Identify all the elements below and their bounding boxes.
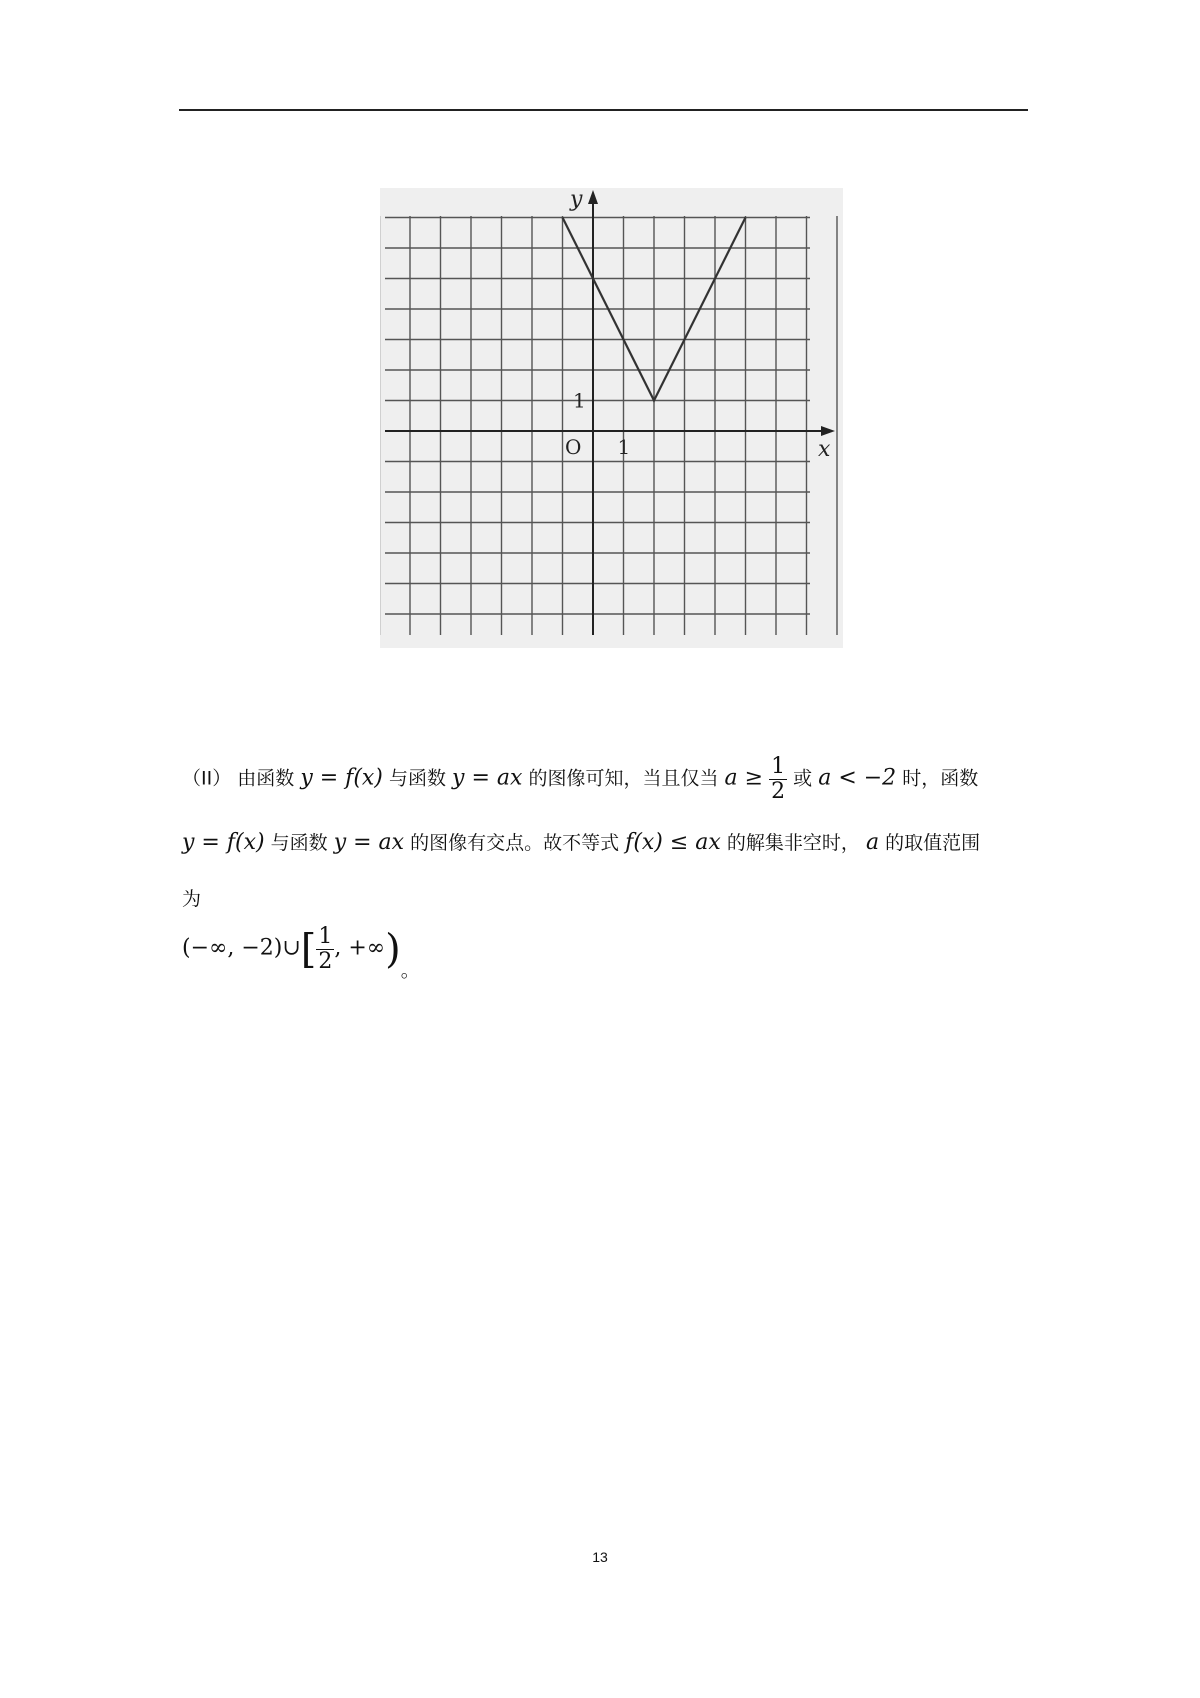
math-inequality: f(x) ≤ ax: [625, 830, 721, 855]
answer-interval: [182, 925, 420, 981]
period: 。: [400, 959, 420, 982]
paragraph-line-1: [182, 755, 978, 804]
text-segment: 由函数: [237, 767, 295, 790]
graph-canvas: [380, 188, 843, 648]
math-a-less-than-neg2: a < −2: [818, 765, 897, 791]
grid-lines: [380, 188, 837, 635]
left-bracket: [: [300, 926, 317, 973]
text-segment: 时，函数: [902, 767, 979, 790]
answer-left-part: (−∞, −2)∪: [182, 935, 301, 961]
x-tick-label-1: 1: [617, 435, 631, 459]
header-rule: [179, 109, 1028, 111]
math-a: a: [865, 830, 880, 855]
paragraph-line-2: [182, 832, 980, 854]
math-y-equals-fx: y = f(x): [182, 830, 265, 855]
axes: [385, 190, 835, 635]
text-segment: 与函数: [270, 832, 328, 854]
math-y-equals-fx: y = f(x): [300, 765, 383, 791]
text-segment: 的图像有交点。故不等式: [410, 832, 620, 854]
paragraph-line-3: 为: [182, 888, 202, 910]
text-segment: 或: [793, 767, 813, 790]
fraction-denominator: 2: [318, 949, 333, 975]
origin-label: O: [565, 435, 582, 459]
fraction-numerator: 1: [318, 924, 333, 949]
y-tick-label-1: 1: [573, 388, 586, 413]
part-label: （II）: [182, 767, 232, 790]
fraction-numerator: 1: [771, 754, 786, 779]
text-segment: 与函数: [388, 767, 446, 790]
math-y-equals-ax: y = ax: [333, 830, 405, 855]
function-graph-figure: [380, 188, 843, 648]
right-paren: ): [385, 926, 401, 973]
y-axis-arrow: [588, 190, 598, 204]
x-axis-arrow: [821, 426, 835, 436]
answer-right-part: , +∞: [334, 935, 386, 961]
text-segment: 的图像可知，当且仅当: [528, 767, 719, 790]
fraction-denominator: 2: [771, 779, 786, 805]
x-axis-label: x: [818, 437, 831, 462]
math-y-equals-ax: y = ax: [452, 765, 523, 791]
text-segment: 的取值范围: [885, 832, 981, 854]
page-number: 13: [592, 1549, 608, 1565]
math-a-geq: a ≥: [724, 765, 764, 791]
text-segment: 的解集非空时，: [726, 832, 860, 854]
y-axis-label: y: [570, 188, 583, 212]
fraction-one-half: [769, 755, 787, 804]
answer-fraction: [316, 925, 334, 974]
